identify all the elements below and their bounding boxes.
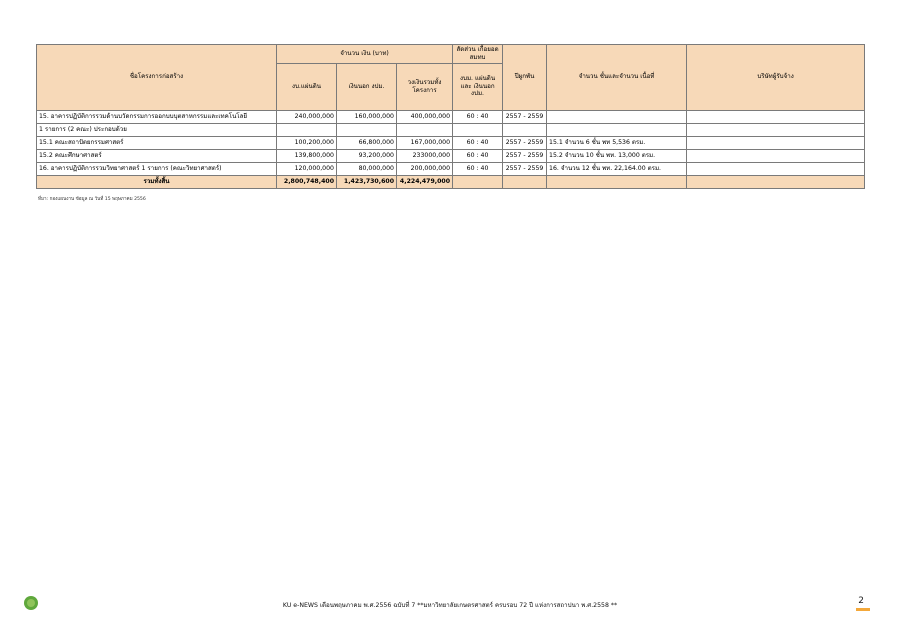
cell-year: 2557 - 2559 <box>503 110 547 123</box>
table-row <box>37 149 865 162</box>
construction-projects-table <box>36 44 865 189</box>
header-contractor: บริษัทผู้รับจ้าง <box>687 45 865 111</box>
header-budget: งบ.แผ่นดิน <box>277 63 337 110</box>
header-floors-area: จำนวน ชั้นและจำนวน เนื้อที่ <box>547 45 687 111</box>
cell-project-name: 15.1 คณะสถาปัตยกรรมศาสตร์ <box>37 136 277 149</box>
header-total-project: วงเงินรวมทั้ง โครงการ <box>397 63 453 110</box>
table-total-row <box>37 175 865 188</box>
cell-year: 2557 - 2559 <box>503 136 547 149</box>
cell-budget: 100,200,000 <box>277 136 337 149</box>
cell-total: 200,000,000 <box>397 162 453 175</box>
cell-project-name: 1 รายการ (2 คณะ) ประกอบด้วย <box>37 123 277 136</box>
cell-project-name: 15. อาคารปฏิบัติการรวมด้านบวัดกรรมการออกบบบุตสาหกรรมและเทคโนโลยี <box>37 110 277 123</box>
source-note: ที่มา: กองแผนงาน ข้อมูล ณ วันที่ 15 พฤษภาคม 2556 <box>38 197 146 202</box>
cell-floors <box>547 123 687 136</box>
header-ratio-group: สัดส่วน เกื้อยอดสมทบ <box>453 45 503 64</box>
cell-total: 167,000,000 <box>397 136 453 149</box>
header-amount-group: จำนวน เงิน (บาท) <box>277 45 453 64</box>
table-row <box>37 123 865 136</box>
page-number-underline <box>856 608 870 611</box>
cell-total: 233000,000 <box>397 149 453 162</box>
cell-contractor <box>687 149 865 162</box>
cell-floors: 15.2 จำนวน 10 ชั้น พท. 13,000 ตรม. <box>547 149 687 162</box>
page-footer: KU e-NEWS เดือนพฤษภาคม พ.ศ.2556 ฉบับที่ 7 **มหาวิทยาลัยเกษตรศาสตร์ ครบรอบ 72 ปี แห่งการสถาปนา พ.ศ.2558 ** <box>282 602 618 609</box>
cell-contractor <box>687 162 865 175</box>
cell-total-ratio <box>453 175 503 188</box>
cell-ratio: 60 : 40 <box>453 110 503 123</box>
cell-project-name: 15.2 คณะศึกษาศาสตร์ <box>37 149 277 162</box>
cell-floors: 15.1 จำนวน 6 ชั้น พท 5,536 ตรม. <box>547 136 687 149</box>
cell-project-name: 16. อาคารปฏิบัติการรวมวิทยาศาสตร์ 1 รายการ (คณะวิทยาศาสตร์) <box>37 162 277 175</box>
table-row <box>37 110 865 123</box>
cell-total <box>397 123 453 136</box>
cell-contractor <box>687 136 865 149</box>
cell-budget: 120,000,000 <box>277 162 337 175</box>
cell-total-floors <box>547 175 687 188</box>
header-binding-year: ปีผูกพัน <box>503 45 547 111</box>
cell-budget: 240,000,000 <box>277 110 337 123</box>
cell-outside-budget: 66,800,000 <box>337 136 397 149</box>
cell-total-year <box>503 175 547 188</box>
table-body <box>37 110 865 188</box>
header-project-name: ชื่อโครงการก่อสร้าง <box>37 45 277 111</box>
cell-outside-budget <box>337 123 397 136</box>
cell-budget: 139,800,000 <box>277 149 337 162</box>
cell-total-outside-budget: 1,423,730,600 <box>337 175 397 188</box>
table-row <box>37 162 865 175</box>
cell-floors <box>547 110 687 123</box>
cell-floors: 16. จำนวน 12 ชั้น พท. 22,164.00 ตรม. <box>547 162 687 175</box>
cell-ratio: 60 : 40 <box>453 149 503 162</box>
page-number: 2 <box>858 596 864 606</box>
cell-budget <box>277 123 337 136</box>
cell-outside-budget: 93,200,000 <box>337 149 397 162</box>
cell-contractor <box>687 123 865 136</box>
cell-outside-budget: 80,000,000 <box>337 162 397 175</box>
cell-ratio: 60 : 40 <box>453 162 503 175</box>
cell-total: 400,000,000 <box>397 110 453 123</box>
cell-total-contractor <box>687 175 865 188</box>
cell-total-project: 4,224,479,000 <box>397 175 453 188</box>
cell-ratio: 60 : 40 <box>453 136 503 149</box>
table-header <box>37 45 865 111</box>
cell-outside-budget: 160,000,000 <box>337 110 397 123</box>
cell-total-label: รวมทั้งสิ้น <box>37 175 277 188</box>
cell-year: 2557 - 2559 <box>503 162 547 175</box>
header-ratio-detail: งบม. แผ่นดินและ เงินนอก งปม. <box>453 63 503 110</box>
cell-total-budget: 2,800,748,400 <box>277 175 337 188</box>
cell-year: 2557 - 2559 <box>503 149 547 162</box>
header-outside-budget: เงินนอก งปม. <box>337 63 397 110</box>
cell-ratio <box>453 123 503 136</box>
table-row <box>37 136 865 149</box>
cell-year <box>503 123 547 136</box>
cell-contractor <box>687 110 865 123</box>
